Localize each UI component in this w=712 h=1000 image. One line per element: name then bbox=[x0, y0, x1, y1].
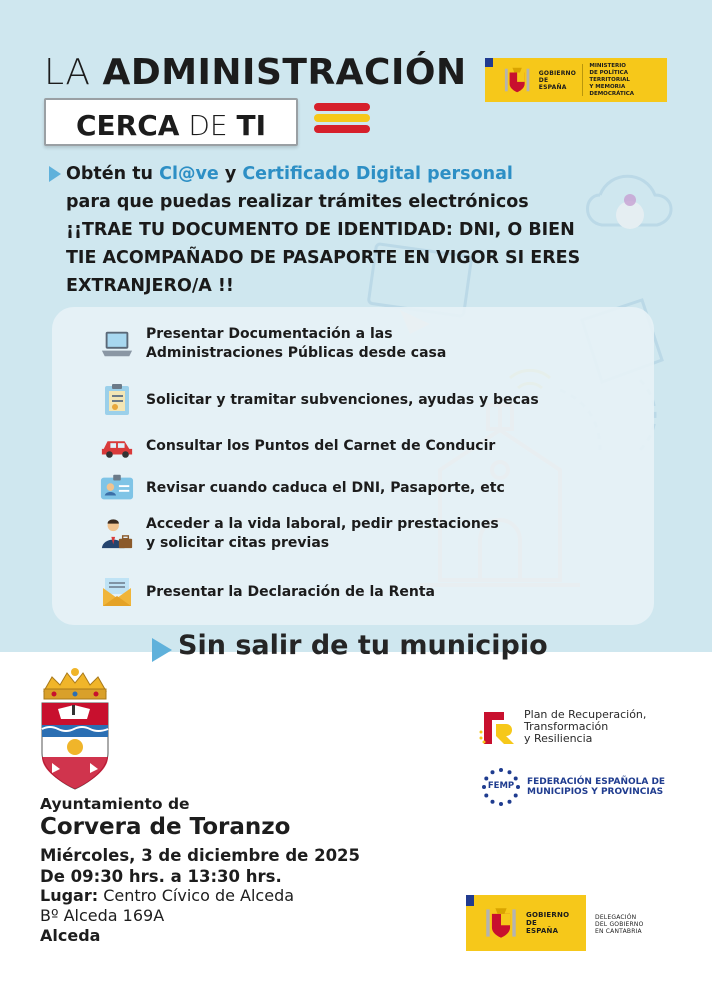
triangle-bullet-icon bbox=[152, 638, 172, 662]
service-label: Consultar los Puntos del Carnet de Conducir bbox=[146, 437, 496, 454]
car-icon bbox=[100, 433, 134, 459]
services-panel bbox=[52, 307, 654, 625]
event-date: Miércoles, 3 de diciembre de 2025 bbox=[40, 846, 361, 865]
laptop-icon bbox=[100, 327, 134, 361]
service-item-subvenciones bbox=[100, 383, 539, 417]
femp-stars-icon bbox=[481, 767, 521, 807]
prtr-logo bbox=[478, 708, 646, 746]
intro-line-1: Obtén tu Cl@ve y Certificado Digital personal bbox=[46, 160, 646, 188]
envelope-icon bbox=[101, 576, 133, 608]
service-item-vida-laboral bbox=[100, 515, 499, 553]
event-town: Alceda bbox=[40, 926, 101, 945]
ministerio-text: MINISTERIO DE POLÍTICA TERRITORIAL Y MEMORIA DEMOCRÁTICA bbox=[589, 62, 635, 97]
municipal-coat-of-arms-icon bbox=[36, 665, 114, 793]
service-label-2: y solicitar citas previas bbox=[146, 535, 330, 551]
event-time: De 09:30 hrs. a 13:30 hrs. bbox=[40, 867, 282, 886]
service-item-documentacion bbox=[100, 325, 446, 363]
triangle-bullet-icon bbox=[49, 166, 61, 182]
place-label: Lugar: bbox=[40, 886, 99, 905]
service-label: Revisar cuando caduca el DNI, Pasaporte, etc bbox=[146, 479, 505, 496]
page-title bbox=[44, 52, 467, 93]
event-place bbox=[40, 886, 294, 905]
subtitle-de: DE bbox=[188, 109, 228, 142]
subtitle-cerca: CERCA bbox=[75, 109, 180, 142]
intro-line-2: para que puedas realizar trámites electrónicos bbox=[66, 192, 529, 212]
id-card-icon bbox=[100, 474, 134, 502]
subtitle-ti: TI bbox=[236, 109, 267, 142]
femp-badge: FEMP bbox=[487, 781, 515, 791]
coat-of-arms-icon bbox=[503, 64, 531, 96]
femp-logo bbox=[481, 767, 665, 807]
intro-line-4: TIE ACOMPAÑADO DE PASAPORTE EN VIGOR SI ERES bbox=[66, 248, 581, 268]
place-value: Centro Cívico de Alceda bbox=[98, 886, 295, 905]
service-item-renta bbox=[100, 575, 435, 609]
service-label-2: Administraciones Públicas desde casa bbox=[146, 345, 447, 361]
intro-line-3: ¡¡TRAE TU DOCUMENTO DE IDENTIDAD: DNI, O BIEN bbox=[66, 220, 575, 240]
service-label: Presentar la Declaración de la Renta bbox=[146, 583, 435, 600]
gobierno-text: GOBIERNO DE ESPAÑA bbox=[526, 911, 570, 935]
intro-text bbox=[46, 160, 646, 300]
prtr-text: Plan de Recuperación, Transformación y Resiliencia bbox=[524, 708, 647, 745]
gobierno-ministerio-logo bbox=[485, 58, 667, 102]
service-label: Presentar Documentación a las bbox=[146, 326, 393, 342]
service-item-carnet bbox=[100, 429, 495, 463]
delegacion-text: DELEGACIÓN DEL GOBIERNO EN CANTABRIA bbox=[595, 914, 644, 935]
title-light: LA bbox=[44, 52, 91, 93]
subtitle-text bbox=[46, 109, 296, 142]
event-address: Bº Alceda 169A bbox=[40, 906, 165, 925]
title-bold: ADMINISTRACIÓN bbox=[102, 52, 467, 93]
certificado-highlight: Certificado Digital personal bbox=[242, 164, 513, 184]
coat-of-arms-icon bbox=[484, 903, 518, 943]
service-label: Solicitar y tramitar subvenciones, ayudas y becas bbox=[146, 391, 539, 408]
worker-briefcase-icon bbox=[100, 517, 134, 551]
tagline-text: Sin salir de tu municipio bbox=[178, 630, 548, 661]
gobierno-text: GOBIERNO DE ESPAÑA bbox=[538, 69, 577, 91]
subtitle-box bbox=[44, 98, 298, 146]
gobierno-delegacion-logo bbox=[466, 895, 586, 951]
document-clipboard-icon bbox=[101, 383, 133, 417]
organizer-name: Corvera de Toranzo bbox=[40, 814, 291, 840]
tagline bbox=[152, 630, 548, 661]
prtr-mark-icon bbox=[478, 708, 518, 746]
service-label: Acceder a la vida laboral, pedir prestaciones bbox=[146, 516, 499, 532]
organizer-label: Ayuntamiento de bbox=[40, 795, 190, 813]
clave-highlight: Cl@ve bbox=[159, 164, 219, 184]
service-item-dni bbox=[100, 471, 505, 505]
femp-text: FEDERACIÓN ESPAÑOLA DE MUNICIPIOS Y PROVINCIAS bbox=[527, 777, 666, 797]
intro-line-5: EXTRANJERO/A !! bbox=[66, 276, 234, 296]
spain-flag-bars bbox=[314, 103, 370, 141]
